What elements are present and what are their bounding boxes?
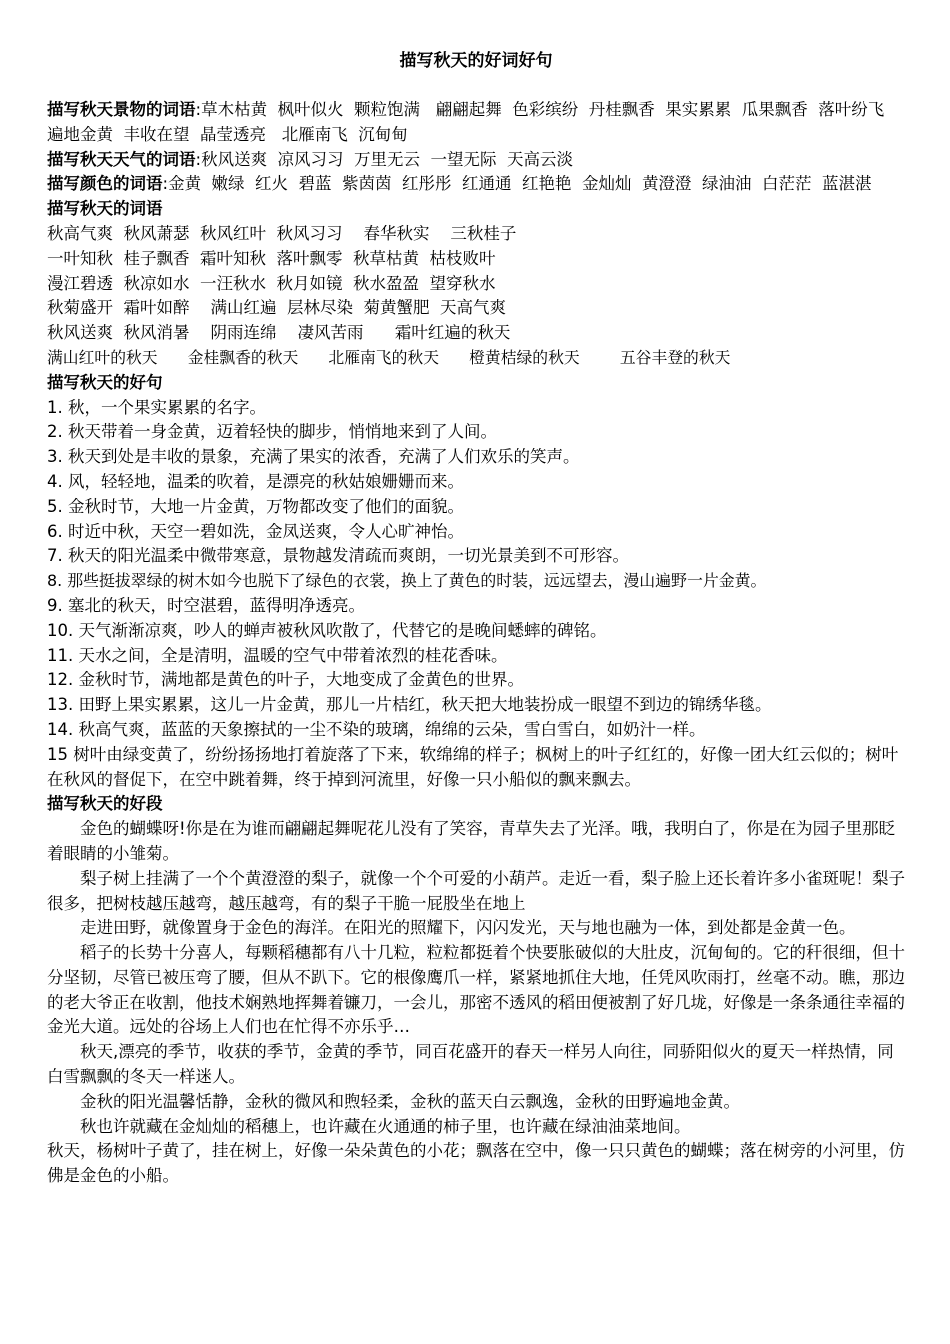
sentence-item: 9. 塞北的秋天，时空湛碧，蓝得明净透亮。 (47, 595, 365, 615)
autumn-words-list (47, 222, 905, 371)
sentence-item: 7. 秋天的阳光温柔中微带寒意，景物越发清疏而爽朗，一切光景美到不可形容。 (47, 546, 629, 566)
paragraph-item: 秋天，杨树叶子黄了，挂在树上，好像一朵朵黄色的小花；飘落在空中，像一只只黄色的蝴蝶；落在树旁的小河里，仿佛是金色的小船。 (47, 1141, 905, 1186)
sentence-item: 13. 田野上果实累累，这儿一片金黄，那儿一片桔红，秋天把大地装扮成一眼望不到边的锦绣华毯。 (47, 695, 772, 715)
sentence-item: 12. 金秋时节，满地都是黄色的叶子，大地变成了金黄色的世界。 (47, 670, 524, 690)
paragraph-item: 秋也许就藏在金灿灿的稻穗上，也许藏在火通通的柿子里，也许藏在绿油油菜地间。 (80, 1116, 691, 1136)
weather-words-block (47, 148, 905, 173)
paragraph-item: 金秋的阳光温馨恬静，金秋的微风和煦轻柔，金秋的蓝天白云飘逸，金秋的田野遍地金黄。 (80, 1091, 740, 1111)
word-row: 秋高气爽 秋风萧瑟 秋风红叶 秋风习习 春华秋实 三秋桂子 (47, 223, 517, 243)
paragraph-item: 梨子树上挂满了一个个黄澄澄的梨子，就像一个个可爱的小葫芦。走近一看，梨子脸上还长着许多小雀斑呢！梨子很多，把树枝越压越弯，越压越弯，有的梨子干脆一屁股坐在地上 (47, 868, 905, 913)
word-row: 一叶知秋 桂子飘香 霜叶知秋 落叶飘零 秋草枯黄 枯枝败叶 (47, 248, 496, 268)
autumn-sentences-list (47, 396, 905, 793)
word-row: 秋风送爽 秋风消暑 阴雨连绵 凄风苦雨 霜叶红遍的秋天 (47, 323, 511, 343)
weather-words-text: 秋风送爽 凉风习习 万里无云 一望无际 天高云淡 (201, 149, 574, 169)
color-words-block (47, 172, 905, 197)
scenery-words-text: 草木枯黄 枫叶似火 颗粒饱满 翩翩起舞 色彩缤纷 丹桂飘香 果实累累 瓜果飘香 落叶纷飞 遍地金黄 丰收在望 晶莹透亮 北雁南飞 沉甸甸 (47, 100, 895, 144)
paragraph-item: 金色的蝴蝶呀!你是在为谁而翩翩起舞呢花儿没有了笑容，青草失去了光泽。哦，我明白了，你是在为园子里那眨着眼睛的小雏菊。 (47, 819, 896, 863)
weather-words-label: 描写秋天天气的词语 (47, 149, 196, 169)
document-page (47, 46, 905, 1189)
sentence-item: 1. 秋，一个果实累累的名字。 (47, 397, 266, 417)
sentence-item: 2. 秋天带着一身金黄，迈着轻快的脚步，悄悄地来到了人间。 (47, 422, 497, 442)
sentence-item: 11. 天水之间，全是清明，温暖的空气中带着浓烈的桂花香味。 (47, 645, 508, 665)
color-words-colon: : (162, 174, 169, 194)
sentence-item: 10. 天气渐渐凉爽，吵人的蝉声被秋风吹散了，代替它的是晚间蟋蟀的碑铭。 (47, 620, 607, 640)
color-words-label: 描写颜色的词语 (47, 174, 163, 194)
sentence-item: 3. 秋天到处是丰收的景象，充满了果实的浓香，充满了人们欢乐的笑声。 (47, 447, 580, 467)
scenery-words-colon: : (195, 100, 202, 119)
weather-words-colon: : (195, 149, 202, 169)
sentence-item: 4. 风，轻轻地，温柔的吹着，是漂亮的秋姑娘姗姗而来。 (47, 471, 464, 491)
sentence-item: 14. 秋高气爽，蓝蓝的天象擦拭的一尘不染的玻璃，绵绵的云朵，雪白雪白，如奶汁一样。 (47, 719, 706, 739)
autumn-words-heading: 描写秋天的词语 (47, 199, 163, 219)
autumn-paragraphs-list (47, 817, 905, 1189)
document-title: 描写秋天的好词好句 (399, 51, 553, 71)
autumn-sentences-heading: 描写秋天的好句 (47, 372, 163, 392)
word-row: 漫江碧透 秋凉如水 一汪秋水 秋月如镜 秋水盈盈 望穿秋水 (47, 273, 496, 293)
sentence-item: 15 树叶由绿变黄了，纷纷扬扬地打着旋落了下来，软绵绵的样子；枫树上的叶子红红的，好像一团大红云似的；树叶在秋风的督促下，在空中跳着舞，终于掉到河流里，好像一只小船似的飘来飘去。 (47, 744, 899, 789)
paragraph-item: 秋天,漂亮的季节，收获的季节，金黄的季节，同百花盛开的春天一样另人向往，同骄阳似火的夏天一样热情，同白雪飘飘的冬天一样迷人。 (47, 1042, 894, 1087)
paragraph-item: 走进田野，就像置身于金色的海洋。在阳光的照耀下，闪闪发光，天与地也融为一体，到处都是金黄一色。 (80, 918, 856, 938)
word-row: 满山红叶的秋天 金桂飘香的秋天 北雁南飞的秋天 橙黄桔绿的秋天 五谷丰登的秋天 (47, 347, 731, 367)
word-row: 秋菊盛开 霜叶如醉 满山红遍 层林尽染 菊黄蟹肥 天高气爽 (47, 298, 506, 318)
sentence-item: 6. 时近中秋，天空一碧如洗，金凤送爽，令人心旷神怡。 (47, 521, 464, 541)
sentence-item: 8. 那些挺拔翠绿的树木如今也脱下了绿色的衣裳，换上了黄色的时装，远远望去，漫山遍野一片金黄。 (47, 571, 767, 591)
paragraph-item: 稻子的长势十分喜人，每颗稻穗都有八十几粒，粒粒都挺着个快要胀破似的大肚皮，沉甸甸的。它的秆很细，但十分坚韧，尽管已被压弯了腰，但从不趴下。它的根像鹰爪一样，紧紧地抓住大地，任凭风吹雨打，丝毫不动。瞧，那边的老大爷正在收割，他技术娴熟地挥舞着镰刀，一会儿，那密不透风的稻田便被割了好几垅，好像是一条条通往幸福的金光大道。远处的谷场上人们也在忙得不亦乐乎… (47, 943, 905, 1037)
autumn-paragraphs-heading: 描写秋天的好段 (47, 794, 163, 814)
scenery-words-block (47, 98, 905, 148)
sentence-item: 5. 金秋时节，大地一片金黄，万物都改变了他们的面貌。 (47, 496, 464, 516)
scenery-words-label: 描写秋天景物的词语 (47, 100, 196, 119)
color-words-text: 金黄 嫩绿 红火 碧蓝 紫茵茵 红彤彤 红通通 红艳艳 金灿灿 黄澄澄 绿油油 白茫茫 蓝湛湛 (168, 174, 872, 194)
